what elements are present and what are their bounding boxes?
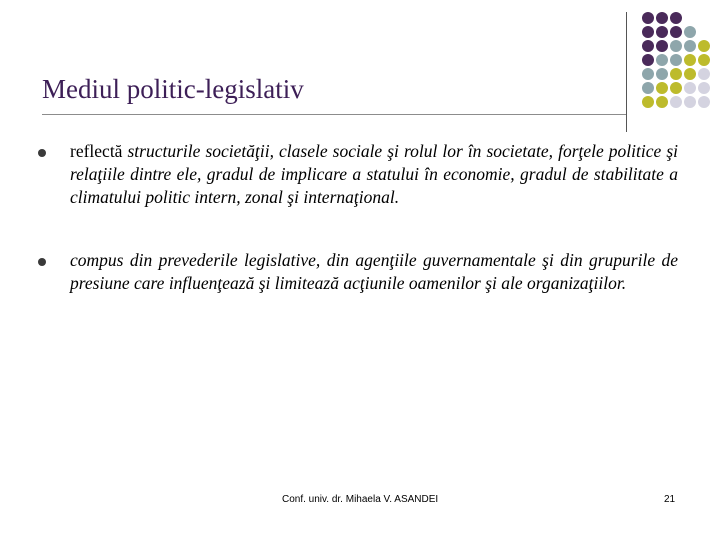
dot — [642, 54, 654, 66]
dot — [642, 82, 654, 94]
bullet-body: compus din prevederile legislative, din agenţiile guvernamentale şi din grupurile de presiune care influenţează şi limitează acţiunile oamenilor şi ale organizaţiilor. — [70, 250, 678, 293]
dot — [656, 40, 668, 52]
dot — [642, 12, 654, 24]
slide-title: Mediul politic-legislativ — [42, 74, 304, 104]
dot — [670, 26, 682, 38]
dot — [656, 26, 668, 38]
list-item — [38, 249, 678, 295]
bullet-text — [70, 249, 678, 295]
title-divider — [42, 114, 626, 115]
dot — [642, 40, 654, 52]
dot — [670, 82, 682, 94]
dot — [656, 12, 668, 24]
decorative-dot-grid — [640, 10, 720, 110]
dot — [670, 40, 682, 52]
dot — [684, 96, 696, 108]
dot — [684, 26, 696, 38]
dot — [684, 68, 696, 80]
page-number: 21 — [664, 494, 676, 505]
dot — [656, 82, 668, 94]
dot — [656, 54, 668, 66]
dot — [642, 96, 654, 108]
dot — [642, 26, 654, 38]
bullet-text — [70, 140, 678, 209]
bullet-dot-icon — [38, 149, 46, 157]
bullet-list — [38, 140, 678, 335]
dot — [642, 68, 654, 80]
dot — [684, 54, 696, 66]
dot — [656, 68, 668, 80]
dot — [670, 96, 682, 108]
bullet-dot-icon — [38, 258, 46, 266]
vertical-divider — [626, 12, 627, 132]
dot — [670, 54, 682, 66]
dot — [684, 40, 696, 52]
list-item — [38, 140, 678, 209]
footer-author: Conf. univ. dr. Mihaela V. ASANDEI — [282, 494, 439, 505]
dot — [698, 68, 710, 80]
dot — [684, 82, 696, 94]
bullet-lead: reflectă — [70, 141, 123, 161]
bullet-body: structurile societăţii, clasele sociale şi rolul lor în societate, forţele politice şi relaţiile dintre ele, gradul de implicare a statului în economie, gradul de stabilitate a climatului politic intern, zonal şi internaţional. — [70, 141, 678, 207]
dot — [670, 68, 682, 80]
dot — [698, 82, 710, 94]
dot — [698, 54, 710, 66]
dot — [670, 12, 682, 24]
dot — [698, 40, 710, 52]
dot — [656, 96, 668, 108]
dot — [698, 96, 710, 108]
